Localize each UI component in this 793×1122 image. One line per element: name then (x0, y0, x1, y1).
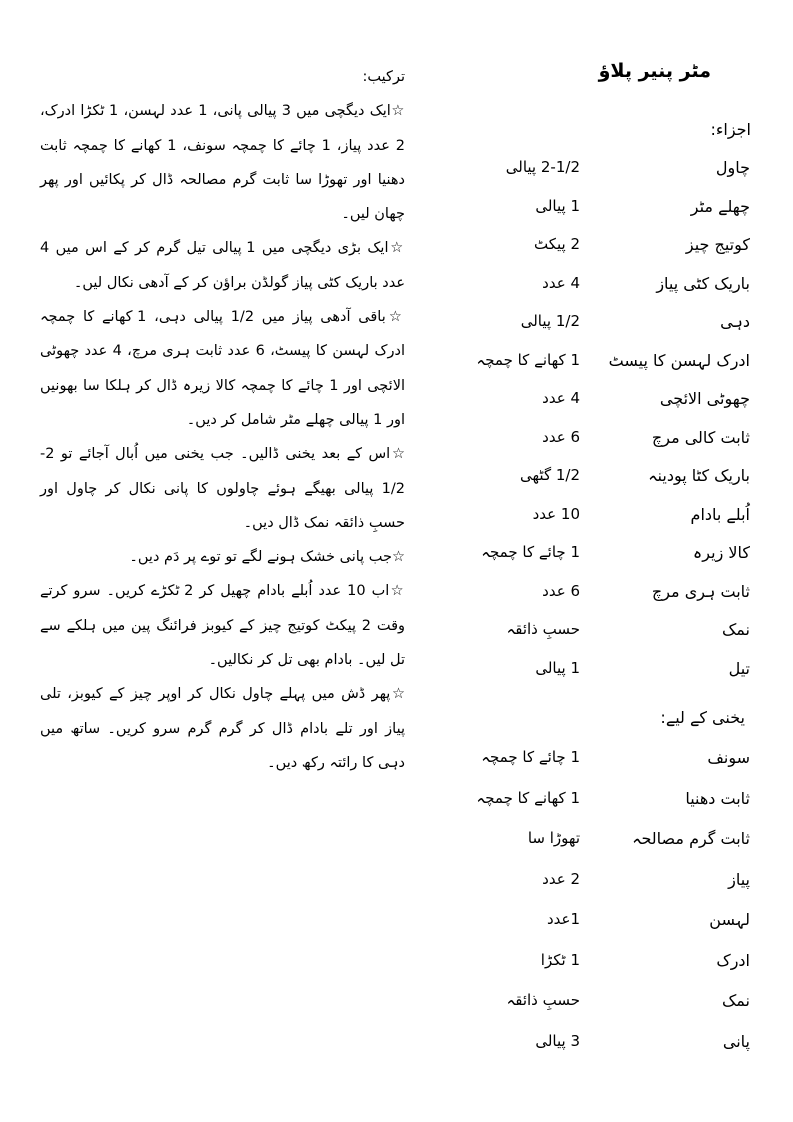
ingredient-quantity: 2 پیکٹ (533, 235, 580, 253)
ingredient-name: ادرک (716, 950, 750, 970)
ingredient-name: ثابت ہری مرچ (651, 581, 750, 601)
ingredient-quantity: 1 کھانے کا چمچہ (476, 788, 580, 807)
ingredient-row (470, 158, 750, 188)
recipe-title: مٹر پنیر پلاؤ (598, 60, 711, 82)
ingredient-row (470, 582, 750, 612)
ingredient-quantity: 6 عدد (542, 581, 580, 600)
ingredient-quantity: 10 عدد (532, 504, 580, 523)
stock-heading: یخنی کے لیے: (660, 708, 745, 727)
ingredient-row (470, 951, 750, 981)
ingredient-name: چھلے مٹر (690, 196, 750, 216)
ingredient-quantity: حسبِ ذائقہ (506, 991, 580, 1009)
ingredient-name: سونف (707, 748, 750, 767)
ingredient-name: چاول (715, 158, 750, 177)
method-step: ☆پھر ڈش میں پہلے چاول نکال کر اوپر چیز کے کیوبز، تلی پیاز اور تلے بادام ڈال کر گرم گرم سرو کریں۔ ساتھ میں دہی کا رائتہ رکھ دیں۔ (40, 686, 405, 771)
ingredient-quantity: 4 عدد (542, 273, 580, 292)
ingredient-row (470, 235, 750, 265)
ingredient-quantity: حسبِ ذائقہ (506, 620, 580, 638)
ingredient-name: دہی (720, 312, 750, 331)
method-heading: ترکیب: (362, 69, 405, 85)
ingredient-row (470, 389, 750, 419)
ingredient-quantity: 1 پیالی (535, 196, 580, 215)
ingredient-row (470, 505, 750, 535)
ingredient-row (470, 543, 750, 573)
ingredient-quantity: 1 چائے کا چمچہ (481, 748, 580, 766)
method-step: ☆باقی آدھی پیاز میں 1/2 پیالی دہی، 1 کھانے کا چمچہ ادرک لہسن کا پیسٹ، 6 عدد ثابت ہری مرچ، 4 عدد چھوٹی الائچی اور 1 چائے کا چمچہ کالا زیرہ ڈال کر ہلکا سا بھونیں اور 1 پیالی چھلے مٹر شامل کر دیں۔ (40, 309, 406, 428)
ingredient-row (470, 1032, 750, 1062)
ingredient-row (470, 274, 750, 304)
ingredient-name: نمک (721, 620, 750, 639)
ingredient-name: ثابت دھنیا (685, 788, 750, 808)
method-section (40, 60, 405, 780)
ingredient-name: تیل (728, 658, 750, 678)
ingredient-quantity: 1 چائے کا چمچہ (481, 543, 580, 561)
ingredient-row (470, 991, 750, 1021)
ingredient-row (470, 312, 750, 342)
ingredient-name: کالا زیرہ (692, 543, 750, 562)
ingredient-row (470, 428, 750, 458)
ingredient-name: باریک کٹا پودینہ (648, 466, 750, 485)
ingredient-name: پانی (722, 1031, 750, 1051)
ingredient-quantity: 1عدد (546, 910, 580, 928)
method-steps (40, 94, 405, 780)
ingredient-row (470, 466, 750, 496)
ingredient-name: چھوٹی الائچی (659, 389, 750, 408)
ingredients-heading: اجزاء: (710, 120, 751, 139)
method-step: ☆اس کے بعد یخنی ڈالیں۔ جب یخنی میں اُبال آجائے تو 2-1/2 پیالی بھیگے ہوئے چاولوں کا پانی نکال کر چاول اور حسبِ ذائقہ نمک ڈال دیں۔ (40, 446, 405, 531)
ingredient-name: اُبلے بادام (690, 504, 750, 524)
ingredient-name: پیاز (728, 869, 750, 889)
ingredient-row (470, 789, 750, 819)
ingredient-row (470, 620, 750, 650)
ingredient-name: ثابت گرم مصالحہ (632, 829, 750, 848)
method-step: ☆ایک بڑی دیگچی میں 1 پیالی تیل گرم کر کے اس میں 4 عدد باریک کٹی پیاز گولڈن براؤن کر کے آدھی نکال لیں۔ (40, 240, 405, 291)
ingredient-row (470, 351, 750, 381)
ingredient-quantity: 3 پیالی (535, 1031, 580, 1050)
ingredient-quantity: 1 کھانے کا چمچہ (476, 350, 580, 369)
method-step: ☆جب پانی خشک ہونے لگے تو توے پر دَم دیں۔ (129, 549, 405, 566)
ingredient-quantity: 4 عدد (542, 389, 580, 407)
ingredient-quantity: 1 پیالی (535, 658, 580, 677)
ingredient-quantity: 1/2 پیالی (520, 312, 580, 330)
method-step: ☆اب 10 عدد اُبلے بادام چھیل کر 2 ٹکڑے کریں۔ سرو کرتے وقت 2 پیکٹ کوتیج چیز کے کیوبز فرائنگ پین میں ہلکے سے تل لیں۔ بادام بھی تل کر نکالیں۔ (40, 583, 406, 669)
ingredient-quantity: 1 ٹکڑا (540, 950, 580, 969)
ingredient-quantity: 2 عدد (542, 869, 580, 888)
ingredient-name: ثابت کالی مرچ (651, 427, 750, 447)
ingredient-name: کوتیج چیز (685, 235, 750, 254)
ingredient-name: نمک (721, 991, 750, 1010)
ingredient-row (470, 910, 750, 940)
ingredient-row (470, 870, 750, 900)
ingredient-name: ادرک لہسن کا پیسٹ (608, 350, 750, 370)
ingredient-quantity: 6 عدد (542, 427, 580, 446)
ingredient-quantity: 1/2 گٹھی (520, 466, 580, 484)
ingredient-name: لہسن (709, 910, 750, 929)
ingredient-name: باریک کٹی پیاز (656, 273, 750, 293)
ingredient-row (470, 659, 750, 689)
ingredient-quantity: تھوڑا سا (527, 829, 580, 847)
ingredient-row (470, 748, 750, 778)
ingredient-quantity: 2-1/2 پیالی (505, 158, 580, 176)
method-step: ☆ایک دیگچی میں 3 پیالی پانی، 1 عدد لہسن، 1 ٹکڑا ادرک، 2 عدد پیاز، 1 چائے کا چمچہ سونف، 1 کھانے کا چمچہ ثابت دھنیا اور تھوڑا سا ثابت گرم مصالحہ ڈال کر پکائیں اور پھر چھان لیں۔ (40, 103, 405, 223)
ingredient-row (470, 829, 750, 859)
ingredient-row (470, 197, 750, 227)
